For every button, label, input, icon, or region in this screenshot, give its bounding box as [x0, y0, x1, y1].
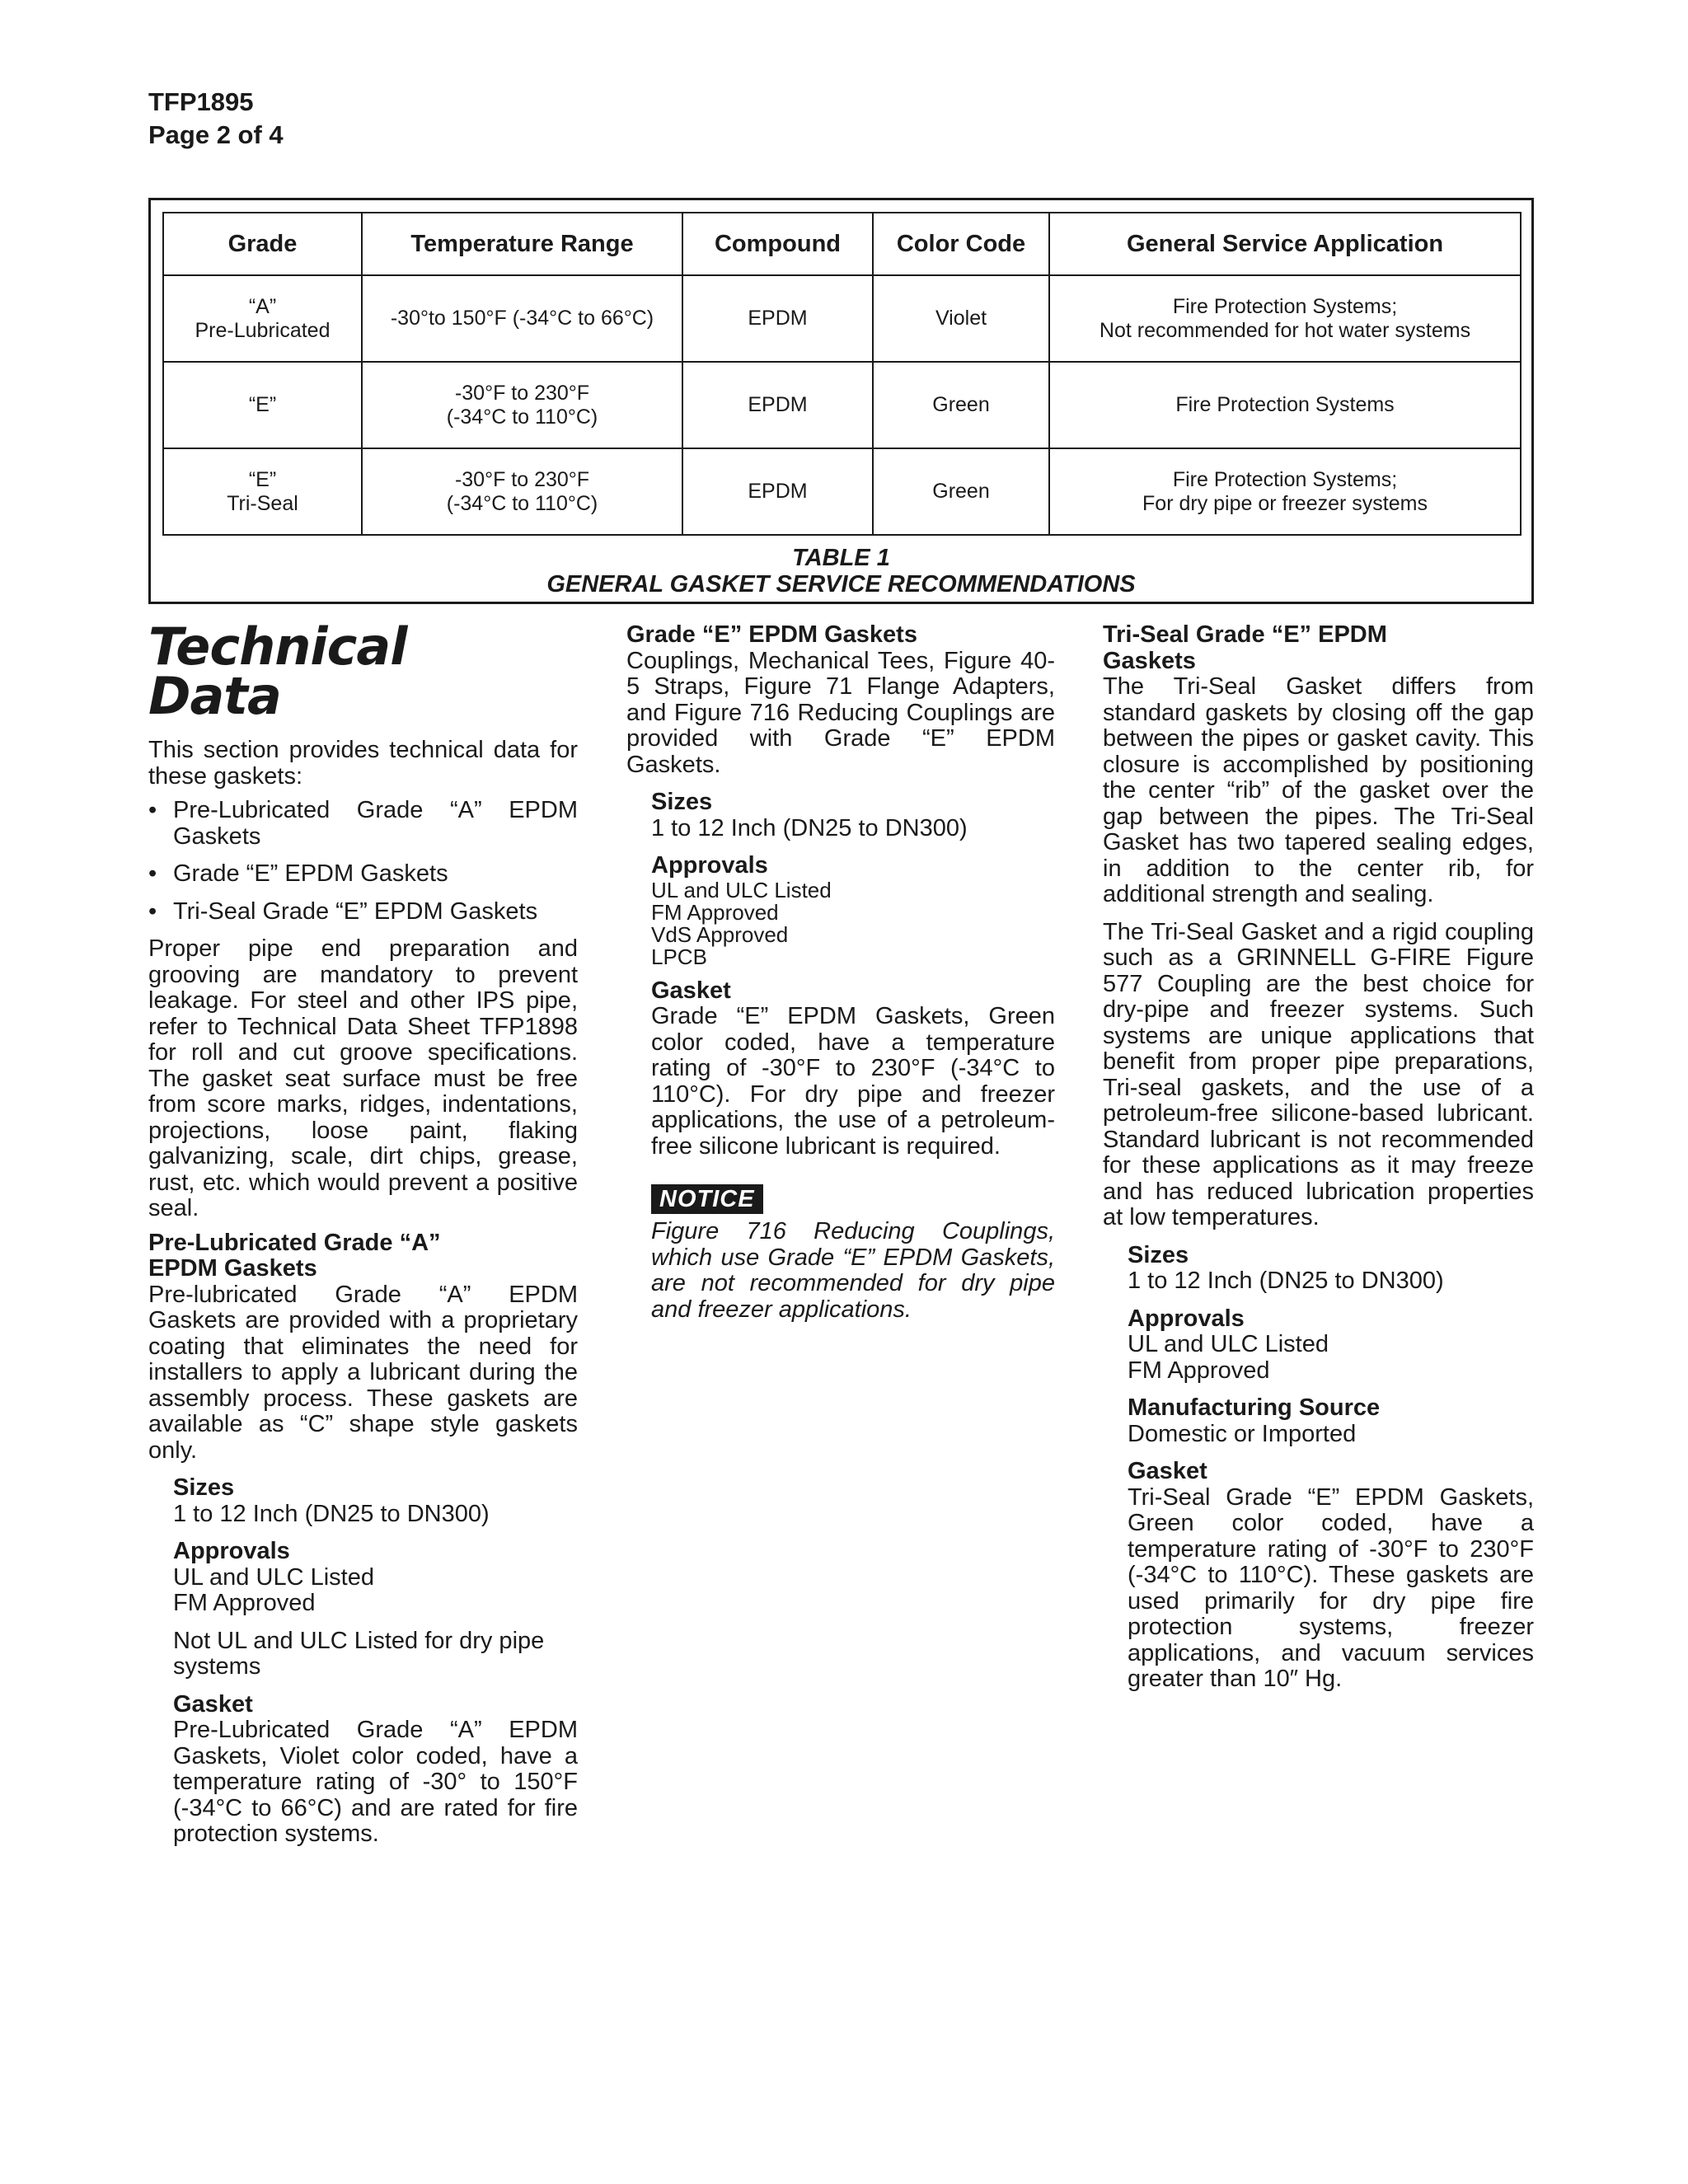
col-header-application: General Service Application	[1049, 213, 1521, 275]
cell-grade	[163, 448, 362, 535]
approval-item: UL and ULC Listed	[173, 1563, 374, 1591]
subheading-line: Gaskets	[1103, 647, 1196, 674]
gasket-service-table	[162, 212, 1522, 536]
section-title-line: Data	[148, 666, 281, 726]
cell-color: Violet	[873, 275, 1049, 362]
sizes-value: 1 to 12 Inch (DN25 to DN300)	[1128, 1268, 1444, 1294]
col-header-temperature: Temperature Range	[362, 213, 682, 275]
col-header-grade: Grade	[163, 213, 362, 275]
sizes-value: 1 to 12 Inch (DN25 to DN300)	[651, 814, 968, 841]
table-row	[163, 275, 1521, 362]
subheading	[1103, 622, 1534, 674]
manufacturing-heading: Manufacturing Source	[1128, 1394, 1381, 1421]
prep-paragraph: Proper pipe end preparation and grooving are mandatory to prevent leakage. For steel and other IPS pipe, refer to Technical Data Sheet TFP1898 for roll and cut groove specifications. The gasket seat surface must be free from score marks, ridges, indentations, projections, loose paint, flaking galvanizing, scale, dirt chips, grease, rust, etc. which would prevent a positive seal.	[148, 935, 578, 1221]
manufacturing-value: Domestic or Imported	[1128, 1420, 1357, 1447]
cell-color: Green	[873, 448, 1049, 535]
cell-line: -30°F to 230°F	[454, 467, 590, 491]
sizes-value: 1 to 12 Inch (DN25 to DN300)	[173, 1500, 490, 1527]
approval-item: FM Approved	[651, 899, 779, 925]
cell-line: “E”	[248, 393, 277, 416]
approvals-heading: Approvals	[651, 852, 768, 879]
cell-line: For dry pipe or freezer systems	[1142, 491, 1428, 515]
cell-line: (-34°C to 110°C)	[446, 405, 598, 429]
approval-item: UL and ULC Listed	[651, 877, 832, 902]
cell-compound: EPDM	[682, 448, 873, 535]
cell-line: -30°to 150°F (-34°C to 66°C)	[390, 307, 654, 330]
gasket-text: Pre-Lubricated Grade “A” EPDM Gaskets, Violet color coded, have a temperature rating of -30° to 150°F (-34°C to 66°C) and are rated for fire protection systems.	[173, 1717, 578, 1847]
table-caption	[151, 545, 1531, 598]
cell-line: -30°F to 230°F	[454, 381, 590, 405]
subheading-line: EPDM Gaskets	[148, 1255, 317, 1282]
cell-compound: EPDM	[682, 275, 873, 362]
gasket-text: Grade “E” EPDM Gaskets, Green color coded, have a temperature rating of -30°F to 230°F (-34°C to 110°C). For dry pipe and freezer applications, the use of a petroleum-free silicone lubricant is required.	[651, 1003, 1055, 1160]
notice-text: Figure 716 Reducing Couplings, which use Grade “E” EPDM Gaskets, are not recommended for dry pipe and freezer applications.	[651, 1218, 1055, 1323]
section-title	[148, 616, 578, 726]
cell-line: Fire Protection Systems;	[1172, 467, 1398, 491]
subheading-line: Pre-Lubricated Grade “A”	[148, 1229, 441, 1256]
table-header-row	[163, 213, 1521, 275]
table-1-box	[148, 198, 1534, 604]
subheading: Grade “E” EPDM Gaskets	[626, 621, 917, 648]
cell-line: (-34°C to 110°C)	[446, 491, 598, 515]
cell-temperature	[362, 275, 682, 362]
cell-application	[1049, 448, 1521, 535]
notice-badge: NOTICE	[651, 1184, 763, 1214]
subheading	[148, 1230, 578, 1282]
approvals-heading: Approvals	[1128, 1305, 1245, 1332]
gasket-heading: Gasket	[1128, 1458, 1207, 1484]
page-header	[148, 86, 284, 152]
paragraph: Couplings, Mechanical Tees, Figure 40-5 Straps, Figure 71 Flange Adapters, and Figure 716 Reducing Couplings are provided with Grade “E” EPDM Gaskets.	[626, 647, 1055, 778]
approvals-heading: Approvals	[173, 1538, 290, 1564]
spec-block	[173, 1475, 578, 1848]
paragraph: The Tri-Seal Gasket and a rigid coupling such as a GRINNELL G-FIRE Figure 577 Coupling are the best choice for dry-pipe and freezer systems. Such systems are unique applications that benefit from proper pipe preparations, Tri-seal gaskets, and the use of a petroleum-free silicone-based lubricant. Standard lubricant is not recommended for these applications as it may freeze and has reduced lubrication properties at low temperatures.	[1103, 918, 1534, 1230]
column-1	[148, 616, 578, 1856]
intro-paragraph: This section provides technical data for these gaskets:	[148, 737, 578, 790]
approval-item: FM Approved	[1128, 1357, 1270, 1384]
page-number: Page 2 of 4	[148, 120, 284, 149]
paragraph: The Tri-Seal Gasket differs from standard gaskets by closing off the gap between the pipes or gasket cavity. This closure is accomplished by positioning the center “rib” of the gasket over the gap between the pipes. The Tri-Seal Gasket has two tapered sealing edges, in addition to the center rib, for additional strength and sealing.	[1103, 673, 1534, 907]
cell-application	[1049, 362, 1521, 448]
section-title-line: Technical	[148, 616, 407, 677]
subheading-line: Tri-Seal Grade “E” EPDM	[1103, 621, 1387, 648]
column-2	[626, 622, 1055, 1331]
column-3	[1103, 622, 1534, 1701]
sizes-heading: Sizes	[173, 1474, 235, 1501]
cell-color: Green	[873, 362, 1049, 448]
spec-block	[1128, 1243, 1534, 1693]
col-header-compound: Compound	[682, 213, 873, 275]
cell-grade	[163, 275, 362, 362]
approval-item: UL and ULC Listed	[1128, 1331, 1329, 1357]
sizes-heading: Sizes	[651, 789, 713, 815]
cell-compound: EPDM	[682, 362, 873, 448]
list-item: • Tri-Seal Grade “E” EPDM Gaskets	[148, 899, 578, 926]
document-id: TFP1895	[148, 87, 254, 116]
sizes-heading: Sizes	[1128, 1241, 1189, 1268]
paragraph: Pre-lubricated Grade “A” EPDM Gaskets are provided with a proprietary coating that eliminates the need for installers to apply a lubricant during the assembly process. These gaskets are available as “C” shape style gaskets only.	[148, 1281, 578, 1464]
cell-line: “A”	[248, 294, 277, 318]
cell-line: Not recommended for hot water systems	[1099, 318, 1471, 342]
list-item: • Grade “E” EPDM Gaskets	[148, 861, 578, 888]
table-row	[163, 362, 1521, 448]
gasket-heading: Gasket	[173, 1690, 253, 1718]
table-number: TABLE 1	[792, 545, 890, 571]
gasket-text: Tri-Seal Grade “E” EPDM Gaskets, Green color coded, have a temperature rating of -30°F to 230°F (-34°C to 110°C). These gaskets are used primarily for dry pipe fire protection systems, freezer applications, and vacuum services greater than 10″ Hg.	[1128, 1483, 1534, 1692]
cell-line: Fire Protection Systems;	[1172, 294, 1398, 318]
approval-item: FM Approved	[173, 1590, 316, 1616]
cell-grade	[163, 362, 362, 448]
cell-line: “E”	[248, 467, 277, 491]
cell-line: Fire Protection Systems	[1175, 393, 1395, 416]
approval-item: VdS Approved	[651, 921, 789, 947]
approval-item: LPCB	[651, 944, 707, 969]
list-item: • Pre-Lubricated Grade “A” EPDM Gaskets	[148, 798, 578, 850]
col-header-color: Color Code	[873, 213, 1049, 275]
gasket-list	[148, 798, 578, 925]
cell-line: Tri-Seal	[227, 491, 298, 515]
gasket-heading: Gasket	[651, 977, 731, 1004]
table-title: GENERAL GASKET SERVICE RECOMMENDATIONS	[546, 571, 1136, 598]
cell-application	[1049, 275, 1521, 362]
cell-temperature	[362, 362, 682, 448]
cell-temperature	[362, 448, 682, 535]
spec-block	[651, 790, 1055, 1160]
cell-line: Pre-Lubricated	[195, 318, 331, 342]
approvals-note: Not UL and ULC Listed for dry pipe systems	[173, 1627, 545, 1680]
table-row	[163, 448, 1521, 535]
